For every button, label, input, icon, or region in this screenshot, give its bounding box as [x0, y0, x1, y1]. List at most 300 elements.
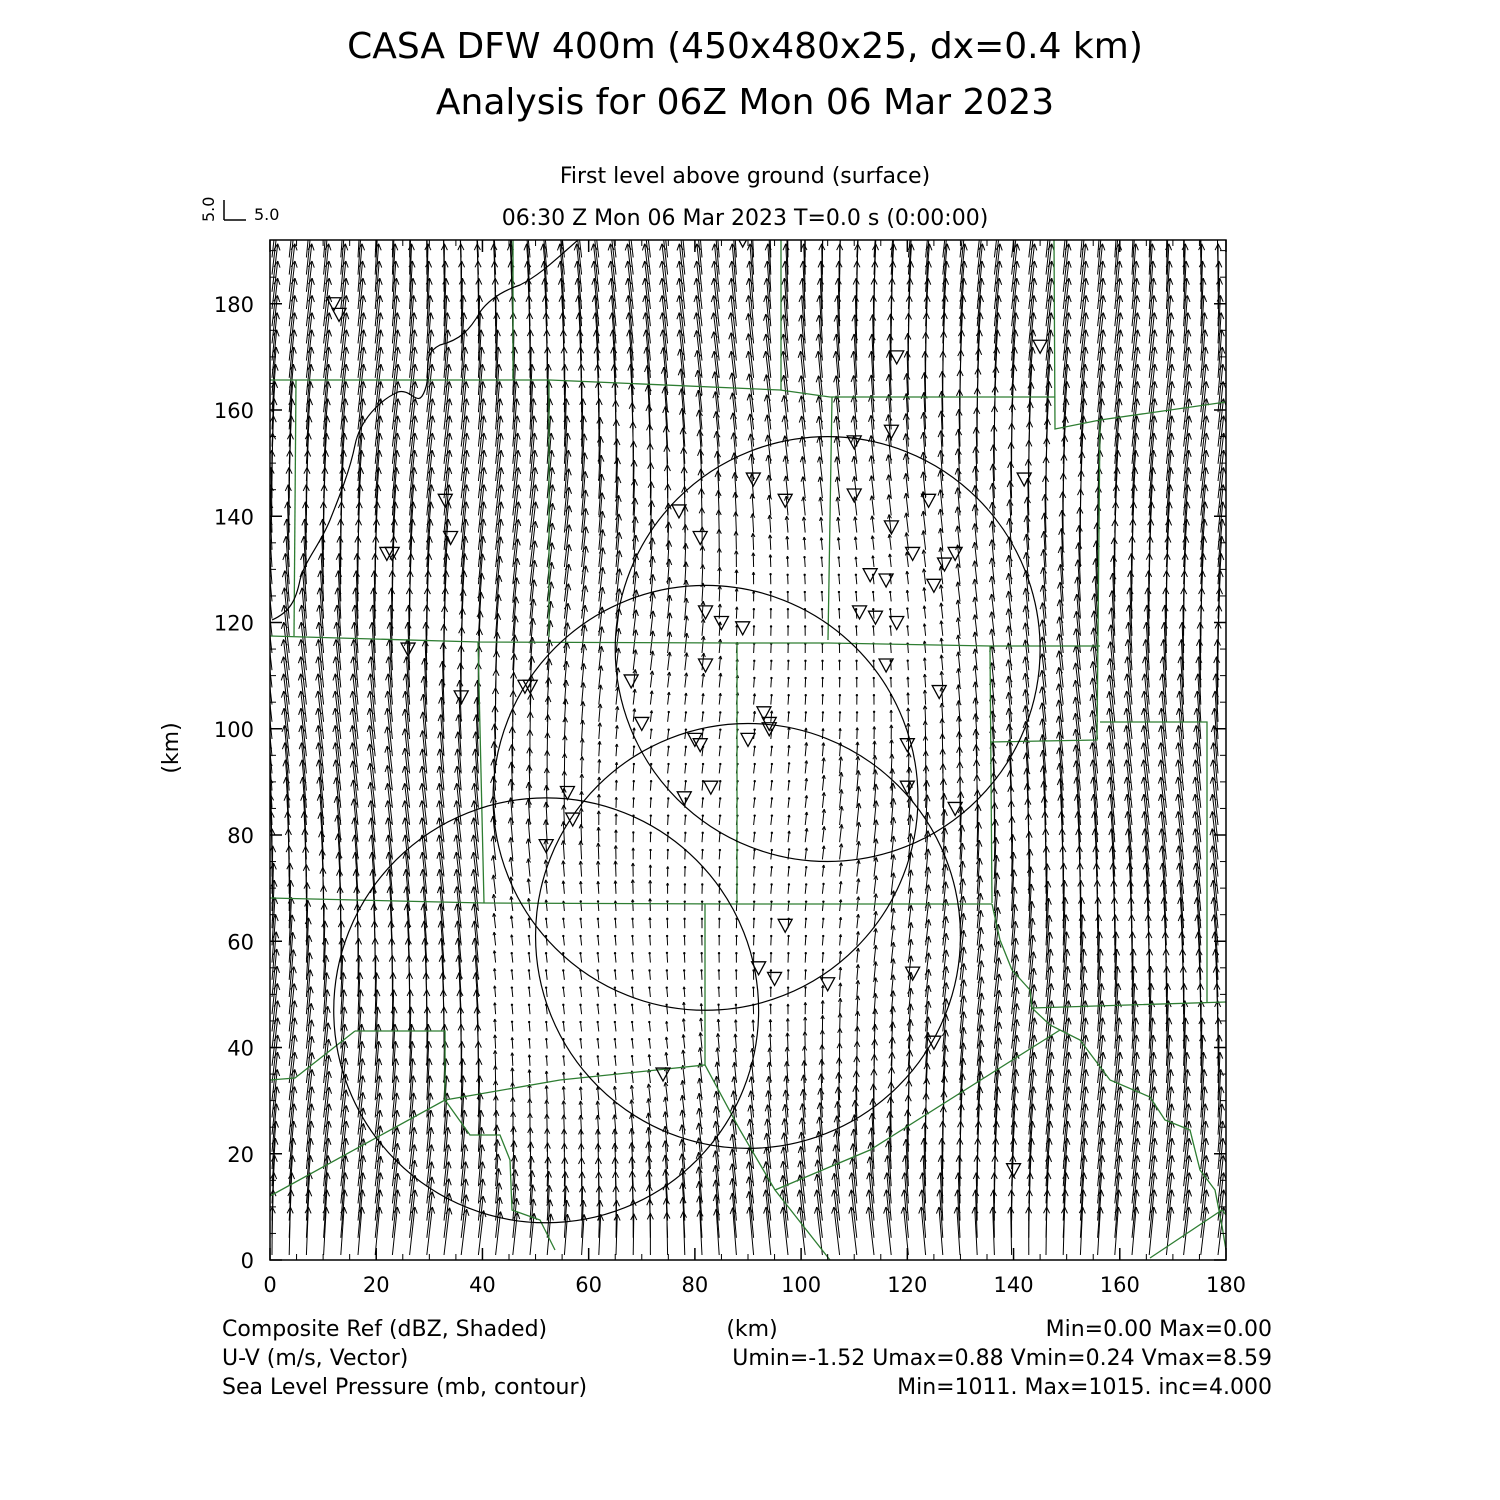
wind-vector — [730, 393, 736, 430]
wind-vector — [786, 556, 788, 567]
wind-vector — [341, 209, 347, 257]
wind-vector — [781, 351, 788, 395]
wind-vector — [734, 1034, 737, 1049]
wind-vector — [804, 660, 806, 671]
wind-vector — [733, 512, 738, 533]
wind-vector — [461, 1195, 468, 1238]
wind-vector — [802, 497, 806, 516]
wind-vector — [580, 900, 582, 911]
wind-vector — [545, 1055, 547, 1066]
wind-vector — [735, 570, 738, 584]
wind-vector — [547, 562, 554, 601]
wind-vector — [631, 1038, 633, 1049]
wind-vector — [822, 694, 824, 705]
wind-vector — [805, 848, 808, 860]
station-marker — [635, 717, 649, 730]
wind-vector — [579, 824, 583, 842]
wind-vector — [701, 619, 705, 636]
wind-vector — [922, 530, 926, 549]
wind-vector — [770, 883, 772, 894]
station-marker — [714, 617, 728, 630]
wind-vector — [753, 935, 755, 946]
wind-vector — [614, 861, 617, 877]
wind-vector — [821, 625, 823, 636]
wind-vector — [614, 935, 616, 946]
wind-vector — [753, 677, 755, 688]
wind-vector — [511, 1053, 514, 1066]
wind-vector — [545, 952, 547, 963]
wind-vector — [956, 582, 960, 602]
wind-vector — [492, 706, 498, 739]
wind-vector — [1098, 209, 1104, 257]
wind-vector — [511, 1037, 513, 1048]
wind-vector — [815, 1160, 822, 1204]
wind-vector — [885, 1155, 891, 1203]
station-marker — [853, 606, 867, 619]
wind-vector — [579, 1004, 581, 1015]
wind-vector — [614, 969, 616, 980]
wind-vector — [631, 1021, 633, 1032]
station-marker — [1033, 340, 1047, 353]
wind-vector — [822, 826, 825, 842]
wind-vector — [547, 582, 553, 619]
wind-vector — [856, 677, 858, 688]
wind-vector — [805, 935, 807, 946]
wind-vector — [753, 608, 755, 619]
wind-vector — [614, 881, 617, 894]
wind-vector — [939, 585, 943, 602]
wind-vector — [786, 536, 789, 550]
wind-vector — [528, 1038, 530, 1049]
y-axis-label: (km) — [159, 722, 184, 774]
wind-vector — [788, 831, 790, 842]
wind-vector — [683, 969, 685, 980]
wind-vector — [769, 1019, 772, 1031]
wind-vector — [596, 861, 599, 877]
wind-vector — [633, 689, 636, 705]
wind-vector — [650, 651, 654, 670]
wind-vector — [839, 863, 842, 877]
wind-vector — [803, 1032, 807, 1049]
wind-vector — [753, 711, 755, 722]
wind-vector — [579, 1055, 581, 1066]
wind-vector — [684, 616, 688, 636]
wind-vector — [889, 625, 891, 636]
wind-vector — [685, 728, 687, 739]
wind-vector — [684, 814, 686, 825]
wind-vector — [753, 918, 755, 929]
wind-vector — [730, 227, 736, 275]
wind-vector — [545, 880, 548, 894]
wind-vector — [719, 693, 721, 704]
wind-vector — [702, 797, 704, 808]
wind-vector — [631, 935, 633, 946]
wind-vector — [666, 935, 668, 946]
wind-vector — [494, 1019, 497, 1031]
wind-vector — [718, 900, 720, 911]
wind-vector — [798, 1161, 805, 1204]
wind-vector — [718, 969, 720, 980]
wind-vector — [701, 565, 705, 585]
wind-vectors — [264, 209, 1226, 1255]
wind-vector — [1131, 209, 1137, 257]
wind-vector — [580, 756, 584, 773]
wind-vector — [1012, 209, 1020, 257]
wind-vector — [872, 591, 874, 602]
wind-vector — [768, 515, 772, 533]
wind-vector — [804, 986, 806, 997]
wind-vector — [718, 952, 720, 963]
wind-vector — [1218, 330, 1224, 378]
wind-vector — [816, 351, 823, 395]
wind-vector — [922, 351, 928, 395]
wind-vector — [753, 591, 755, 601]
station-marker — [890, 617, 904, 630]
wind-vector — [874, 894, 878, 911]
wind-vector — [410, 1145, 417, 1187]
wind-vector — [1166, 278, 1172, 326]
station-marker — [927, 579, 941, 592]
county-line — [270, 380, 1055, 397]
wind-vector — [839, 772, 843, 790]
wind-vector — [1197, 209, 1203, 257]
wind-vector — [386, 657, 392, 705]
wind-vector — [719, 866, 721, 877]
wind-vector — [562, 753, 566, 773]
wind-vector — [821, 574, 823, 585]
wind-vector — [665, 1004, 667, 1015]
wind-vector — [751, 533, 755, 550]
wind-vector — [719, 656, 722, 670]
wind-vector — [787, 694, 789, 705]
wind-vector — [683, 1002, 686, 1014]
wind-vector — [631, 880, 634, 894]
wind-vector — [838, 998, 841, 1014]
wind-vector — [888, 534, 891, 550]
wind-vector — [597, 900, 599, 911]
wind-vector — [856, 711, 858, 722]
station-marker — [906, 967, 920, 980]
wind-vector — [788, 815, 790, 825]
wind-vector — [545, 969, 547, 980]
wind-vector — [562, 969, 564, 980]
wind-vector — [750, 494, 755, 516]
wind-vector — [696, 390, 702, 429]
wind-vector — [494, 986, 496, 997]
wind-vector — [735, 935, 737, 946]
wind-vector — [334, 605, 340, 653]
wind-vector — [649, 935, 651, 946]
wind-vector — [528, 1084, 531, 1100]
wind-vector — [718, 567, 722, 584]
wind-vector — [1160, 657, 1166, 705]
wind-vector — [461, 1179, 468, 1221]
wind-vector — [1126, 622, 1132, 670]
wind-vector — [596, 1101, 600, 1117]
wind-vector — [614, 1004, 616, 1015]
wind-vector — [1029, 209, 1037, 257]
wind-vector — [597, 881, 600, 894]
y-tick-label: 20 — [227, 1142, 254, 1167]
wind-vector — [736, 607, 739, 619]
wind-vector — [788, 762, 790, 773]
x-axis-label: (km) — [726, 1317, 778, 1342]
station-marker — [863, 569, 877, 582]
wind-vector — [856, 964, 859, 979]
wind-vector — [493, 968, 495, 979]
wind-vector — [1132, 244, 1138, 292]
wind-vector — [682, 1019, 685, 1032]
wind-vector — [667, 652, 671, 670]
wind-vector — [1063, 209, 1070, 257]
wind-vector — [753, 694, 755, 705]
wind-vector — [648, 1038, 650, 1049]
wind-vector — [579, 1021, 581, 1032]
wind-vector — [684, 866, 686, 877]
wind-vector — [787, 986, 789, 997]
wind-vector — [922, 550, 926, 567]
station-marker — [741, 733, 755, 746]
y-tick-label: 80 — [227, 824, 254, 848]
wind-vector — [839, 824, 843, 842]
wind-vector — [819, 244, 825, 292]
radar-range-rings — [334, 437, 1040, 1223]
wind-vector — [805, 795, 808, 807]
wind-vector — [682, 1034, 685, 1048]
wind-vector — [856, 694, 858, 705]
wind-vector — [685, 763, 687, 774]
wind-vector — [890, 710, 893, 722]
wind-vector — [528, 986, 530, 997]
wind-vector — [753, 900, 755, 911]
wind-vector — [579, 918, 581, 929]
wind-vector — [615, 780, 617, 791]
wind-vector — [1012, 971, 1019, 1014]
wind-vector — [714, 431, 720, 464]
wind-vector — [752, 1020, 755, 1032]
wind-vector — [1177, 674, 1183, 722]
wind-vector — [530, 599, 536, 636]
wind-vector — [631, 969, 633, 980]
wind-vector — [839, 881, 842, 894]
wind-vector — [697, 430, 703, 464]
x-tick-label: 80 — [681, 1273, 709, 1297]
x-tick-label: 120 — [887, 1273, 928, 1297]
wind-vector — [805, 900, 807, 911]
wind-vector — [614, 901, 616, 911]
wind-vector — [735, 588, 738, 601]
station-marker — [624, 675, 638, 688]
wind-vector — [798, 334, 805, 378]
wind-vector — [771, 866, 773, 877]
wind-vector — [562, 935, 564, 946]
wind-vector — [528, 952, 530, 963]
wind-vector — [615, 797, 617, 808]
wind-vector — [631, 1214, 637, 1255]
wind-vector — [545, 1071, 548, 1083]
wind-vector — [836, 497, 840, 515]
wind-vector — [561, 821, 566, 842]
wind-vector — [665, 503, 671, 533]
wind-vector — [923, 706, 927, 722]
wind-vector — [527, 879, 530, 894]
wind-vector — [717, 548, 721, 567]
wind-vector — [598, 685, 602, 705]
wind-vector — [684, 653, 688, 671]
wind-vector — [306, 1003, 313, 1048]
chart-title-line1: CASA DFW 400m (450x480x25, dx=0.4 km) — [347, 26, 1143, 67]
wind-vector — [770, 952, 772, 963]
wind-vector — [648, 952, 650, 963]
wind-vector — [614, 918, 616, 929]
wind-vector — [770, 625, 772, 636]
wind-vector — [821, 642, 823, 653]
wind-vector — [839, 967, 842, 980]
wind-vector — [754, 797, 756, 808]
wind-vector — [923, 587, 926, 601]
wind-vector — [631, 952, 633, 963]
wind-vector — [781, 334, 788, 378]
wind-vector — [650, 671, 654, 688]
wind-vector — [1080, 209, 1087, 257]
wind-vector — [857, 878, 860, 893]
wind-vector — [564, 544, 571, 584]
wind-vector — [369, 639, 375, 687]
wind-vector — [804, 1002, 807, 1014]
wind-vector — [579, 881, 582, 894]
wind-vector — [822, 952, 824, 963]
wind-vector — [718, 586, 721, 602]
wind-vector — [647, 1084, 651, 1100]
wind-vector — [781, 1161, 788, 1203]
wind-vector — [440, 209, 446, 257]
wind-vector — [410, 1160, 417, 1203]
wind-vector — [822, 809, 825, 825]
wind-vector — [614, 952, 616, 963]
wind-vector — [698, 449, 704, 481]
wind-vector — [788, 883, 790, 894]
wind-vector — [614, 1021, 616, 1032]
wind-vector — [527, 898, 530, 911]
wind-vector — [786, 1018, 789, 1031]
wind-vector — [597, 918, 599, 929]
wind-vector — [561, 840, 565, 859]
wind-vector — [545, 900, 547, 911]
wind-vector — [719, 763, 721, 774]
wind-vector — [701, 900, 703, 911]
wind-vector — [683, 918, 685, 929]
wind-vector — [787, 1004, 789, 1014]
wind-vector — [630, 1085, 633, 1100]
wind-vector — [562, 986, 564, 997]
station-marker — [778, 494, 792, 507]
wind-vector — [511, 935, 513, 946]
wind-vector — [324, 1039, 331, 1083]
wind-vector — [734, 531, 738, 550]
wind-vector — [1146, 571, 1152, 619]
wind-vector — [923, 641, 926, 653]
wind-vector — [474, 227, 480, 275]
wind-vector — [782, 278, 788, 326]
wind-vector — [648, 1004, 650, 1015]
footer-pressure-stats: Min=1011. Max=1015. inc=4.000 — [897, 1375, 1272, 1400]
station-marker — [736, 622, 750, 635]
wind-vector — [597, 811, 600, 825]
wind-vector — [788, 780, 790, 791]
wind-vector — [511, 1083, 515, 1101]
wind-vector — [579, 841, 583, 860]
wind-vector — [649, 865, 652, 877]
wind-vector — [683, 952, 685, 963]
wind-vector — [493, 1066, 497, 1083]
wind-vector — [798, 351, 805, 395]
wind-vector — [702, 763, 704, 774]
wind-vector — [700, 969, 702, 980]
wind-vector — [633, 746, 635, 757]
vector-key-u-label: 5.0 — [254, 205, 280, 224]
wind-vector — [907, 693, 910, 705]
wind-vector — [822, 985, 825, 997]
wind-vector — [873, 741, 876, 756]
wind-vector — [785, 516, 789, 532]
station-marker — [868, 611, 882, 624]
wind-vector — [427, 1177, 435, 1221]
wind-vector — [838, 556, 840, 567]
wind-vector — [596, 986, 598, 997]
wind-vector — [771, 780, 773, 791]
wind-vector — [717, 1004, 719, 1015]
wind-vector — [717, 1019, 720, 1031]
county-line — [1054, 240, 1226, 429]
wind-vector — [579, 952, 581, 963]
wind-vector — [685, 780, 687, 791]
wind-vector — [822, 883, 824, 894]
wind-vector — [511, 654, 517, 688]
wind-vector — [562, 1021, 564, 1032]
wind-vector — [649, 849, 651, 860]
wind-vector — [1012, 1003, 1020, 1048]
wind-vector — [788, 745, 790, 756]
wind-vector — [598, 759, 601, 773]
wind-vector — [747, 1162, 754, 1204]
wind-vector — [802, 517, 805, 533]
wind-vector — [771, 763, 773, 774]
wind-vector — [781, 375, 788, 412]
wind-vector — [906, 571, 909, 584]
wind-vector — [324, 1055, 332, 1100]
wind-vector — [855, 557, 857, 567]
wind-vector — [478, 1196, 485, 1238]
wind-vector — [1090, 678, 1097, 722]
wind-vector — [753, 883, 755, 894]
wind-vector — [1180, 605, 1186, 653]
wind-vector — [597, 1073, 599, 1083]
wind-vector — [786, 574, 788, 585]
wind-vector — [804, 969, 806, 980]
station-marker — [699, 606, 713, 619]
wind-vector — [494, 1050, 497, 1065]
wind-vector — [352, 622, 358, 670]
wind-vector — [1163, 588, 1169, 636]
wind-vector — [770, 642, 772, 653]
wind-vector — [650, 780, 652, 791]
wind-vector — [665, 1052, 668, 1065]
wind-vector — [853, 278, 859, 326]
wind-vector — [633, 709, 636, 722]
wind-vector — [667, 763, 669, 774]
wind-vector — [719, 728, 721, 739]
wind-vector — [528, 1055, 530, 1066]
